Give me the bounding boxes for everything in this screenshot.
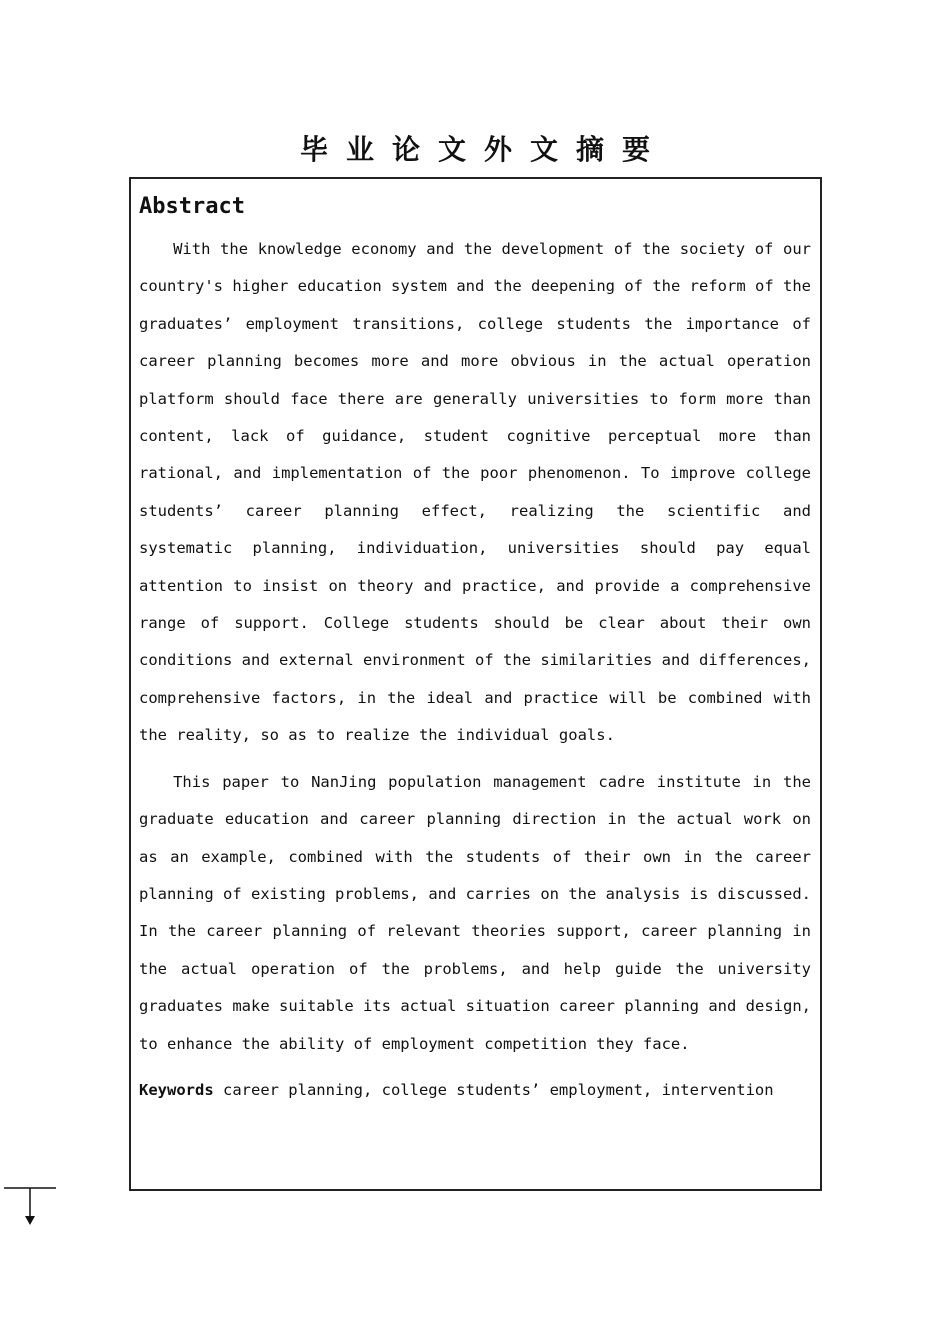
abstract-paragraph-1: With the knowledge economy and the development of the society of our country's higher education system and the deepening of the reform of the graduates’ employment transitions, college students the importance of career planning becomes more and more obvious in the actual operation platform should face there are generally universities to form more than content, lack of guidance, student cognitive perceptual more than rational, and implementation of the poor phenomenon. To improve college students’ career planning effect, realizing the scientific and systematic planning, individuation, universities should pay equal attention to insist on theory and practice, and provide a comprehensive range of support. College students should be clear about their own conditions and external environment of the similarities and differences, comprehensive factors, in the ideal and practice will be combined with the reality, so as to realize the individual goals. <box>139 240 811 745</box>
abstract-heading: Abstract <box>139 194 245 219</box>
margin-arrow-icon <box>4 1186 56 1226</box>
abstract-box <box>129 177 822 1191</box>
keywords-label: Keywords <box>139 1080 214 1099</box>
keywords-text: career planning, college students’ employment, intervention <box>213 1080 774 1099</box>
abstract-paragraph-2: This paper to NanJing population management cadre institute in the graduate education and career planning direction in the actual work on as an example, combined with the students of their own in the career planning of existing problems, and carries on the analysis is discussed. In the career planning of relevant theories support, career planning in the actual operation of the problems, and help guide the university graduates make suitable its actual situation career planning and design, to enhance the ability of employment competition they face. <box>139 772 811 1053</box>
page-title: 毕业论文外文摘要 <box>299 133 668 166</box>
keywords-line <box>139 1072 811 1109</box>
